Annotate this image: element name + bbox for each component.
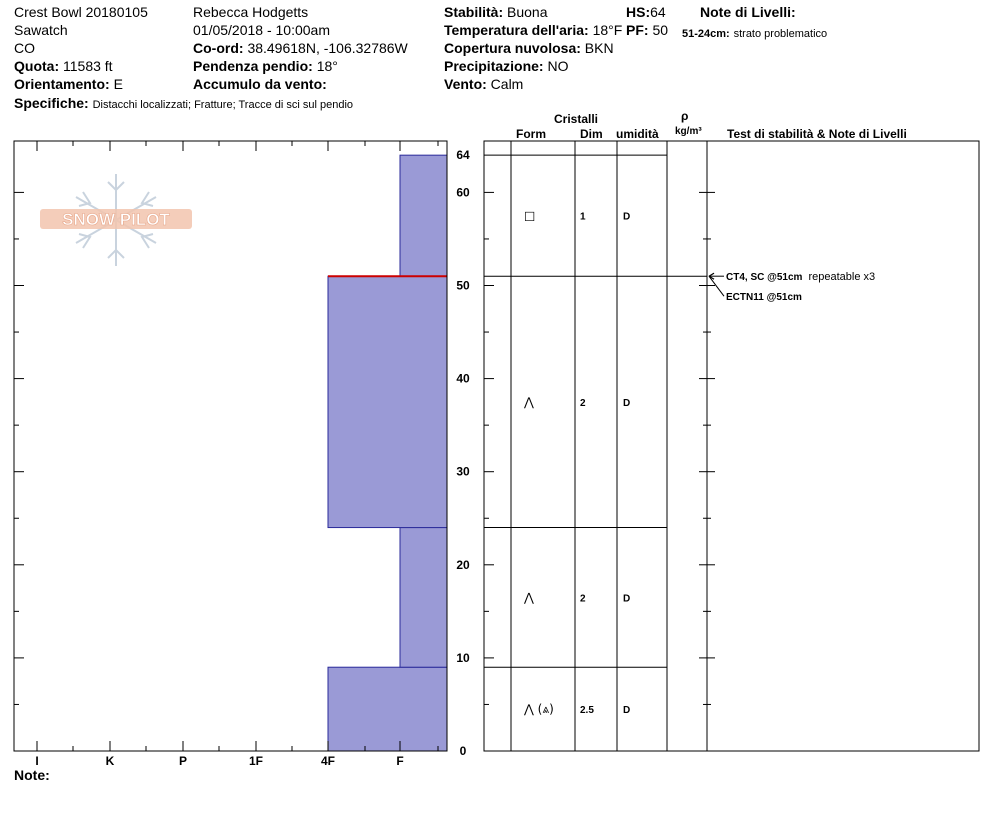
coordinates [193,40,408,56]
precipitation [444,58,568,74]
datetime: 01/05/2018 - 10:00am [193,22,330,38]
wind-label: Vento: [444,76,487,92]
hardness-bar [400,155,447,276]
precip-label: Precipitazione: [444,58,544,74]
tests-header: Test di stabilità & Note di Livelli [727,127,907,141]
depth-tick-label: 30 [456,464,470,479]
arrow-head-icon [709,273,714,279]
pf-value: 50 [652,22,669,38]
aspect-value: E [113,76,123,92]
wind [444,76,523,92]
depth-tick-label: 40 [456,371,470,386]
hardness-bar [328,276,447,527]
hardness-bar [328,667,447,751]
layer-note-text: strato problematico [733,28,828,40]
crystal-moisture: D [623,211,631,223]
logo-text: SNOW PILOT [62,210,170,229]
observer: Rebecca Hodgetts [193,4,309,20]
test-arrow [709,276,724,296]
depth-tick-label: 60 [456,185,470,200]
crystal-form: □ [524,208,536,223]
stability-label: Stabilità: [444,4,504,20]
layer-note-range: 51-24cm: [682,28,730,40]
mountain-range: Sawatch [14,22,68,38]
arrow-head-icon [709,273,714,279]
air-temp-label: Temperatura dell'aria: [444,22,589,38]
crystal-form: ⋀ (⩓) [524,702,554,717]
hardness-tick-label: 1F [248,754,264,768]
crystal-form: ⋀ [524,590,534,605]
crystal-moisture: D [623,705,631,717]
note-label: Note: [14,767,50,783]
stability-test: CT4, SC @51cm repeatable x3 [726,271,876,284]
hardness-tick-label: P [178,754,188,768]
table-frame [484,141,979,751]
depth-tick-label: 64 [456,148,470,163]
crystal-moisture: D [623,593,631,605]
hardness-layers [328,155,447,751]
crystal-table [484,141,979,751]
layer-notes-label: Note di Livelli: [700,4,796,20]
snowflake-icon [38,170,198,270]
location-name: Crest Bowl 20180105 [14,4,148,20]
layer-note [682,24,827,42]
state: CO [14,40,35,56]
penetration-foot [626,22,668,38]
stability-value: Buona [507,4,548,20]
crystal-size: 1 [580,211,586,223]
slope [193,58,338,74]
snow-height [626,4,666,20]
coord-label: Co-ord: [193,40,244,56]
crystal-size: 2.5 [580,705,594,717]
moisture-header: umidità [616,127,659,141]
depth-tick-label: 20 [456,557,470,572]
crystal-form: ⋀ [524,394,534,409]
precip-value: NO [547,58,569,74]
crystal-moisture: D [623,397,631,409]
rho-header: ρ [681,109,689,123]
wind-loading-label: Accumulo da vento: [193,76,327,92]
elevation [14,58,113,74]
air-temperature [444,22,622,38]
stability-tests [709,271,875,303]
cloud-cover [444,40,614,56]
elevation-value: 11583 ft [63,58,113,74]
specifics [14,95,353,113]
specifics-value: Distacchi localizzati; Fratture; Tracce di sci sul pendio [92,99,354,111]
form-header: Form [516,127,546,141]
cloud-label: Copertura nuvolosa: [444,40,581,56]
snowpilot-logo [38,170,198,270]
density-unit-header: kg/m³ [675,126,702,137]
crystal-size: 2 [580,593,586,605]
hardness-bar [400,528,447,668]
hs-value: 64 [650,4,666,20]
aspect [14,76,123,92]
aspect-label: Orientamento: [14,76,110,92]
hardness-tick-label: K [105,754,115,768]
hardness-tick-label: I [35,754,39,768]
depth-tick-label: 0 [459,744,467,758]
crystal-size: 2 [580,397,586,409]
hs-label: HS: [626,4,651,20]
crystals-header: Cristalli [554,112,599,126]
slope-label: Pendenza pendio: [193,58,313,74]
air-temp-value: 18°F [592,22,623,38]
stability [444,4,548,20]
wind-value: Calm [490,76,524,92]
depth-tick-label: 10 [456,650,470,665]
stability-test: ECTN11 @51cm [726,292,802,304]
depth-tick-label: 50 [456,278,470,293]
elevation-label: Quota: [14,58,60,74]
coord-value: 38.49618N, -106.32786W [247,40,408,56]
pf-label: PF: [626,22,649,38]
cloud-value: BKN [584,40,614,56]
size-header: Dim [580,127,603,141]
slope-value: 18° [316,58,338,74]
hardness-tick-label: 4F [320,754,336,768]
specifics-label: Specifiche: [14,95,89,111]
hardness-tick-label: F [396,754,404,768]
